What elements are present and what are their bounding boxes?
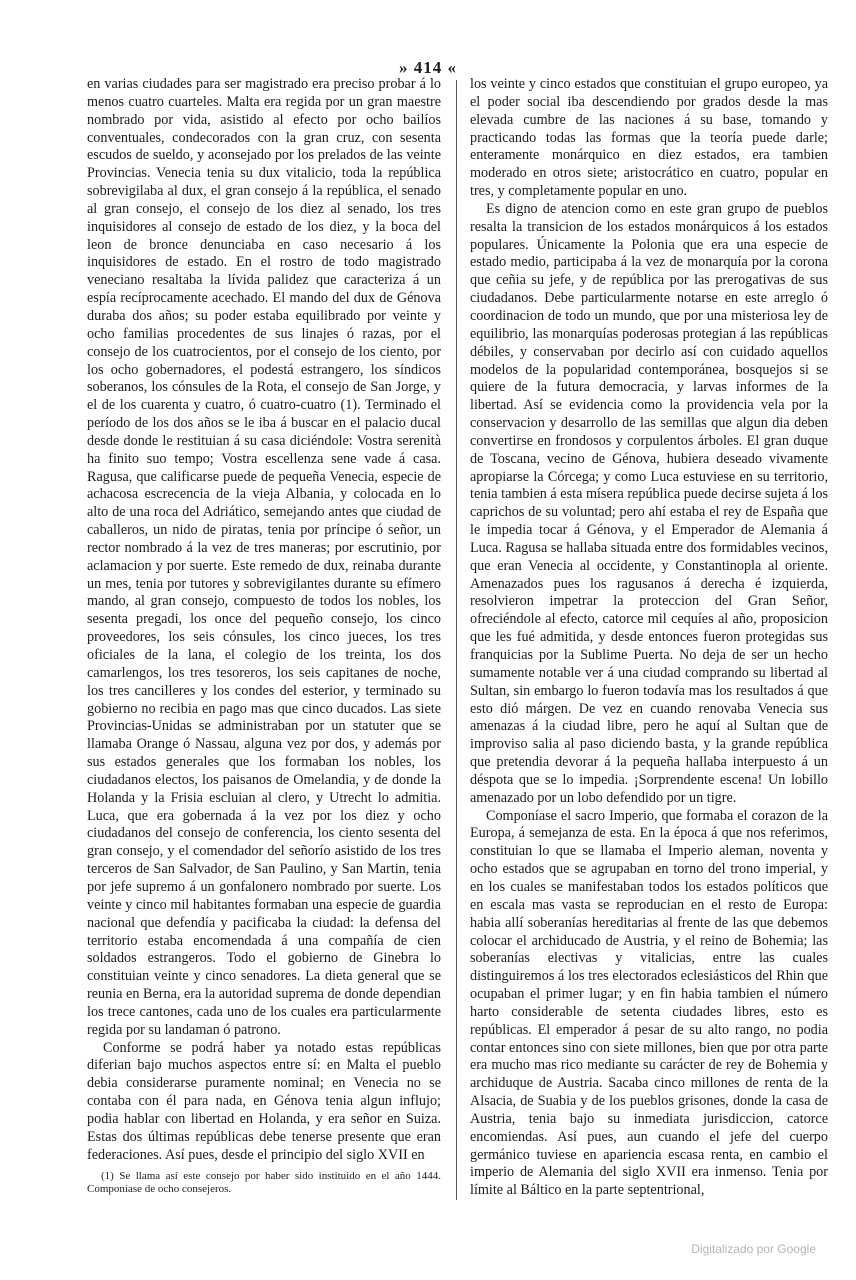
column-divider <box>456 80 457 1200</box>
page-number: » 414 « <box>399 58 457 77</box>
right-column <box>470 76 828 1200</box>
paragraph: Componíase el sacro Imperio, que formaba el corazon de la Europa, á semejanza de esta. En la época á que nos referimos, constituian lo que se llamaba el Imperio aleman, noventa y ocho estados que se agrupaban en torno del trono imperial, y en los cuales se manifestaban todos los estados políticos que en escala mas vasta se reproducian en el resto de Europa: habia allí soberanías hereditarias al frente de las que debemos colocar el archiducado de Austria, y el reino de Bohemia; las soberanías electivas y vitalicias, entre las cuales distinguiremos á los tres electorados eclesiásticos del Rhin que ocupaban el primer lugar; y en fin habia tambien el número harto considerable de setenta ciudades libres, esto es repúblicas. El emperador á pesar de su alto rango, no podia contar entonces sino con siete millones, bien que por otra parte era mucho mas rico mediante su carácter de rey de Bohemia y archiduque de Austria. Sacaba cinco millones de renta de la Alsacia, de Suabia y de los pueblos grisones, donde la casa de Austria, tenia bajo su inmediata jurisdiccion, catorce encomiendas. Así pues, aun cuando el jefe del cuerpo germánico tuviese en apariencia escasa renta, en cambio el imperio de Alemania del siglo XVII era inmenso. Tenia por límite al Báltico en la parte septentrional, <box>470 807 828 1199</box>
paragraph: Es digno de atencion como en este gran grupo de pueblos resalta la transicion de los estados monárquicos á los estados populares. Únicamente la Polonia que era una especie de estado medio, participaba á la vez de monarquía por la corona que ceñia su jefe, y de república por las prerogativas de sus ciudadanos. Debe particularmente notarse en este arreglo ó coordinacion de todo un mundo, que por una misteriosa ley de equilibrio, las monarquías poderosas protegian á las repúblicas débiles, y conservaban por decirlo así con cuidado aquellos modelos de la popularidad contemporánea, bosquejos si se quiere de la futura democracia, y larvas informes de la libertad. Así se evidencia como la providencia vela por la conservacion y desarrollo de las semillas que algun dia deben convertirse en frondosos y corpulentos árboles. El gran duque de Toscana, vecino de Génova, hubiera deseado vivamente apropiarse la Córcega; y como Luca estuviese en su territorio, tenia tambien á esta mísera república puede decirse sujeta á los caprichos de su voluntad; pero ahí estaba el rey de España que le impedia tocar á Génova, y el Emperador de Alemania á Luca. Ragusa se hallaba situada entre dos formidables vecinos, que eran Venecia al occidente, y Constantinopla al oriente. Amenazados pues los ragusanos á derecha é izquierda, resolvieron impetrar la proteccion del Gran Señor, ofreciéndole al efecto, catorce mil cequíes al año, proposicion que les fué admitida, y desde entonces fueron protegidas sus franquicias por la Sublime Puerta. No deja de ser un hecho sumamente notable ver á una ciudad comprando su libertad al Sultan, sin embargo lo fueron todavía mas los resultados á que esto dió márgen. De vez en cuando renovaba Venecia sus amenazas á la ciudad libre, pero he aquí al Sultan que de improviso salia al paso diciendo basta, y la grande república que pretendia devorar á la pequeña hallaba interpuesto á un déspota que se lo impedia. ¡Sorprendente escena! Un lobillo amenazado por un lobo defendido por un tigre. <box>470 200 828 806</box>
footnote <box>87 1170 441 1196</box>
watermark: Digitalizado por Google <box>691 1242 816 1256</box>
paragraph: los veinte y cinco estados que constituian el grupo europeo, ya el poder social iba descendiendo por grados desde la mas elevada cumbre de las naciones á su base, tomando y practicando todas las formas que la teoría puede darle; enteramente monárquico en diez estados, era tambien moderado en otros siete; aristocrático en cuatro, popular en tres, y completamente popular en uno. <box>470 76 828 200</box>
footnote-text: (1) Se llama así este consejo por haber sido instituido en el año 1444. Componíase de ocho consejeros. <box>87 1170 441 1196</box>
paragraph: Conforme se podrá haber ya notado estas repúblicas diferian bajo muchos aspectos entre sí: en Malta el pueblo debia considerarse puramente nominal; en Venecia no se contaba con él para nada, en Génova tenia algun influjo; podia hablar con libertad en Holanda, y era señor en Suiza. Estas dos últimas repúblicas debe tenerse presente que eran federaciones. Así pues, desde el principio del siglo XVII en <box>87 1039 441 1163</box>
left-column <box>87 76 441 1196</box>
paragraph: en varias ciudades para ser magistrado era preciso probar á lo menos cuatro cuarteles. Malta era regida por un gran maestre nombrado por vida, asistido al efecto por ocho bailíos conventuales, condecorados con la gran cruz, con sesenta escudos de sueldo, y aconsejado por los prelados de las veinte Provincias. Venecia tenia su dux vitalicio, toda la república sobrevigilaba al dux, el gran consejo á la república, el senado al gran consejo, el consejo de los diez al senado, los tres inquisidores al consejo de estado de los diez, y la boca del leon de bronce denunciaba en caso necesario á los inquisidores de estado. En el rostro de todo magistrado veneciano resaltaba la lívida palidez que caracteriza á un espía recíprocamente acechado. El mando del dux de Génova duraba dos años; su poder estaba equilibrado por veinte y ocho familias procedentes de sus linajes ó razas, por el consejo de los cuatrocientos, por el consejo de los ciento, por los ocho gobernadores, el podestá estrangero, los síndicos soberanos, los cónsules de la Rota, el consejo de San Jorge, y el de los cuarenta y cuatro, ó cuatro-cuatro (1). Terminado el período de los dos años se le iba á buscar en el palacio ducal desde donde le restituian á su casa diciéndole: Vostra serenità ha finito suo tempo; Vostra escellenza sene vade á casa. Ragusa, que calificarse puede de pequeña Venecia, especie de achacosa escrecencia de la vieja Albania, y colocada en lo alto de una roca del Adriático, semejando antes que ciudad de caballeros, un nido de piratas, tenia por príncipe ó señor, un rector nombrado á la vez de tres maneras; por escrutinio, por aclamacion y por suerte. Este remedo de dux, reinaba durante un mes, tenia por tutores y sobrevigilantes durante su efímero mando, al gran consejo, compuesto de todos los nobles, los sesenta pregadi, los once del pequeño consejo, los cinco proveedores, los seis cónsules, los cinco jueces, los tres oficiales de la lana, el colegio de los treinta, los dos camarlengos, los tres tesoreros, los seis capitanes de noche, los tres cancilleres y los condes del esterior, y terminado su gobierno no recibia en pago mas que cinco ducados. Las siete Provincias-Unidas se administraban por un statuter que se llamaba Orange ó Nassau, alguna vez por dos, y además por sus estados generales que los formaban los nobles, los ciudadanos electos, los paisanos de Omelandia, y de donde la Holanda y la Frisia escluian al clero, y Utrecht lo admitia. Luca, que era gobernada á la vez por los diez y ocho ciudadanos del consejo de conferencia, los ciento sesenta del gran consejo, y el comendador del señorío asistido de los tres terceros de San Salvador, de San Paulino, y San Martin, tenia por jefe supremo á un gonfalonero nombrado por suerte. Los veinte y cinco mil habitantes formaban una especie de guardia nacional que defendía y pacificaba la ciudad: la defensa del territorio estaba encomendada á una compañía de cien soldados estrangeros. Todo el gobierno de Ginebra lo constituian veinte y cinco senadores. La dieta general que se reunia en Berna, era la autoridad suprema de donde dependian los trece cantones, cada uno de los cuales era particularmente regida por su landaman ó patrono. <box>87 76 441 1038</box>
